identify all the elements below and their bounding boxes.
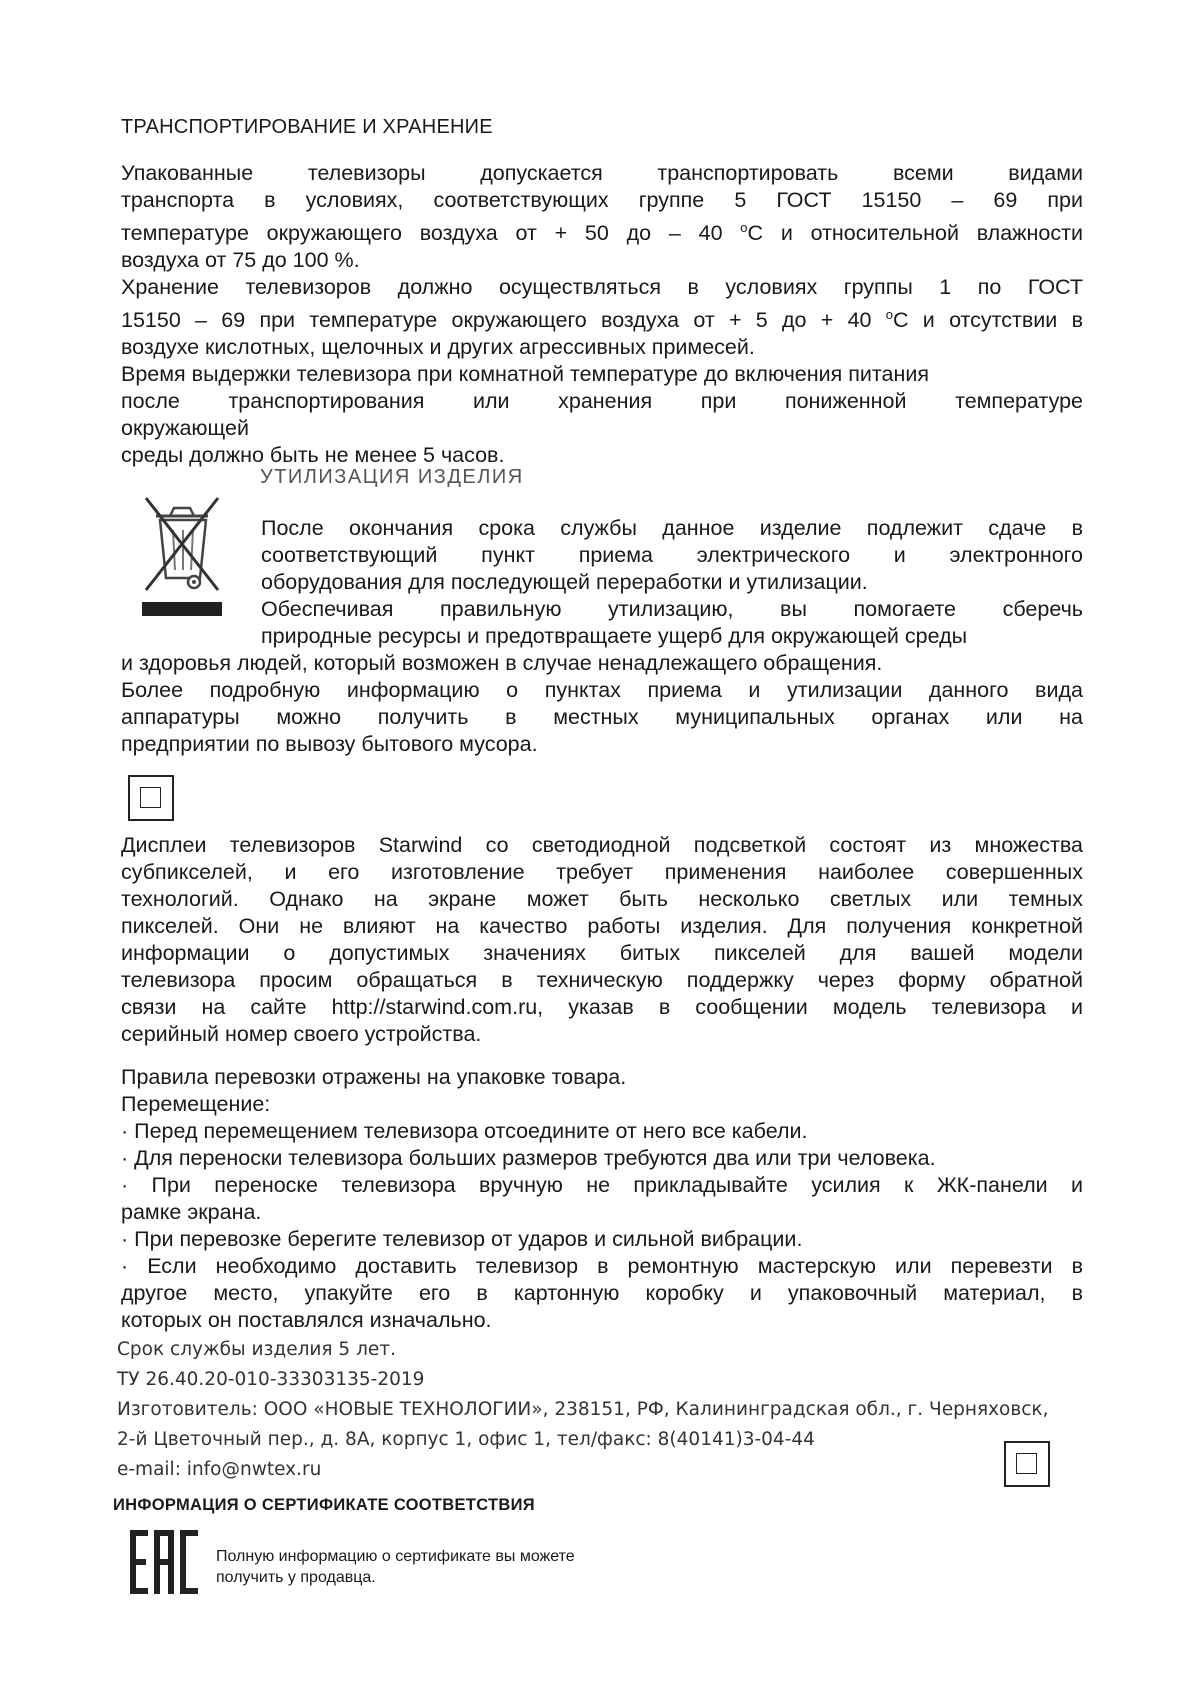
transport-line: Упакованные телевизоры допускается транспортировать всеми видами — [121, 161, 1083, 185]
moving-bullet: рамке экрана. — [121, 1200, 262, 1224]
transport-line — [121, 214, 1083, 247]
manufacturer-line: Изготовитель: ООО «НОВЫЕ ТЕХНОЛОГИИ», 238151, РФ, Калининградская обл., г. Черняховск, — [117, 1399, 1049, 1420]
transport-text — [121, 160, 1083, 469]
pixels-line: субпикселей, и его изготовление требует применения наиболее совершенных — [121, 860, 1083, 884]
pixels-line: технологий. Однако на экране может быть несколько светлых или темных — [121, 887, 1083, 911]
moving-bullet: которых он поставлялся изначально. — [121, 1308, 492, 1332]
disposal-line: соответствующий пункт приема электрического и электронного — [261, 543, 1083, 567]
disposal-line: оборудования для последующей переработки и утилизации. — [261, 570, 868, 594]
waiting-line: после транспортирования или хранения при пониженной температуре — [121, 389, 1083, 414]
moving-bullet: · Если необходимо доставить телевизор в ремонтную мастерскую или перевезти в — [121, 1254, 1083, 1278]
cert-heading: ИНФОРМАЦИЯ О СЕРТИФИКАТЕ СООТВЕТСТВИЯ — [113, 1496, 535, 1514]
storage-line-part: 15150 – 69 при температуре окружающего воздуха от + 5 до + 40 — [121, 308, 886, 333]
pixels-line: пикселей. Они не влияют на качество работы изделия. Для получения конкретной — [121, 914, 1083, 938]
tech-spec: ТУ 26.40.20-010-33303135-2019 — [117, 1369, 425, 1390]
waiting-line: среды должно быть не менее 5 часов. — [121, 443, 505, 468]
double-square-class-ii-icon — [128, 775, 174, 821]
disposal-text-full — [121, 650, 1083, 758]
crossed-out-wheelie-bin-icon — [138, 490, 226, 620]
storage-line: воздухе кислотных, щелочных и других агрессивных примесей. — [121, 335, 755, 360]
degree-sign: о — [885, 307, 893, 323]
disposal-line: и здоровья людей, который возможен в случае ненадлежащего обращения. — [121, 651, 883, 675]
waiting-line: Время выдержки телевизора при комнатной температуре до включения питания — [121, 362, 930, 387]
cert-text — [216, 1546, 575, 1588]
disposal-line: природные ресурсы и предотвращаете ущерб для окружающей среды — [261, 624, 968, 648]
pixels-line: связи на сайте http://starwind.com.ru, указав в сообщении модель телевизора и — [121, 995, 1083, 1019]
moving-bullet: · При перевозке берегите телевизор от ударов и сильной вибрации. — [121, 1227, 803, 1251]
pixels-text — [121, 832, 1083, 1048]
eac-mark-icon — [128, 1528, 200, 1596]
degree-sign: о — [740, 220, 748, 235]
pixels-line: серийный номер своего устройства. — [121, 1022, 482, 1046]
transport-heading: ТРАНСПОРТИРОВАНИЕ И ХРАНЕНИЕ — [121, 116, 493, 138]
pixels-line: Дисплеи телевизоров Starwind со светодиодной подсветкой состоят из множества — [121, 833, 1083, 857]
moving-line: Перемещение: — [121, 1092, 271, 1116]
info-block — [117, 1335, 1048, 1485]
transport-line: воздуха от 75 до 100 %. — [121, 248, 360, 273]
disposal-line: Более подробную информацию о пунктах приема и утилизации данного вида — [121, 678, 1083, 702]
storage-line: Хранение телевизоров должно осуществляться в условиях группы 1 по ГОСТ — [121, 275, 1083, 300]
cert-text-line: получить у продавца. — [216, 1569, 376, 1586]
disposal-line: предприятии по вывозу бытового мусора. — [121, 732, 538, 756]
disposal-heading: УТИЛИЗАЦИЯ ИЗДЕЛИЯ — [260, 466, 524, 488]
disposal-line: После окончания срока службы данное изделие подлежит сдаче в — [261, 516, 1083, 540]
moving-bullet: · При переноске телевизора вручную не прикладывайте усилия к ЖК-панели и — [121, 1173, 1083, 1197]
service-life: Срок службы изделия 5 лет. — [117, 1339, 396, 1360]
moving-line: Правила перевозки отражены на упаковке товара. — [121, 1065, 627, 1089]
manufacturer-address: 2-й Цветочный пер., д. 8А, корпус 1, офис 1, тел/факс: 8(40141)3-04-44 — [117, 1429, 815, 1450]
cert-text-line: Полную информацию о сертификате вы можете — [216, 1548, 575, 1565]
moving-text — [121, 1064, 1083, 1334]
disposal-line: аппаратуры можно получить в местных муниципальных органах или на — [121, 705, 1083, 729]
disposal-line: Обеспечивая правильную утилизацию, вы помогаете сберечь — [261, 597, 1083, 621]
transport-line: транспорта в условиях, соответствующих группе 5 ГОСТ 15150 – 69 при — [121, 188, 1083, 212]
moving-bullet: · Перед перемещением телевизора отсоедините от него все кабели. — [121, 1119, 808, 1143]
email-line: e-mail: info@nwtex.ru — [117, 1459, 322, 1480]
pixels-line: информации о допустимых значениях битых пикселей для вашей модели — [121, 941, 1083, 965]
moving-bullet: · Для переноски телевизора больших размеров требуются два или три человека. — [121, 1146, 936, 1170]
moving-bullet: другое место, упакуйте его в картонную коробку и упаковочный материал, в — [121, 1281, 1083, 1305]
storage-line — [121, 301, 1083, 334]
disposal-text-indented — [261, 515, 1083, 650]
transport-line-part: С и относительной влажности — [747, 221, 1083, 246]
transport-line-part: температуре окружающего воздуха от + 50 до – 40 — [121, 221, 741, 246]
pixels-line: телевизора просим обращаться в техническую поддержку через форму обратной — [121, 968, 1083, 992]
double-square-class-ii-icon — [1004, 1441, 1050, 1487]
storage-line-part: С и отсутствии в — [893, 308, 1083, 333]
waiting-line: окружающей — [121, 416, 249, 441]
